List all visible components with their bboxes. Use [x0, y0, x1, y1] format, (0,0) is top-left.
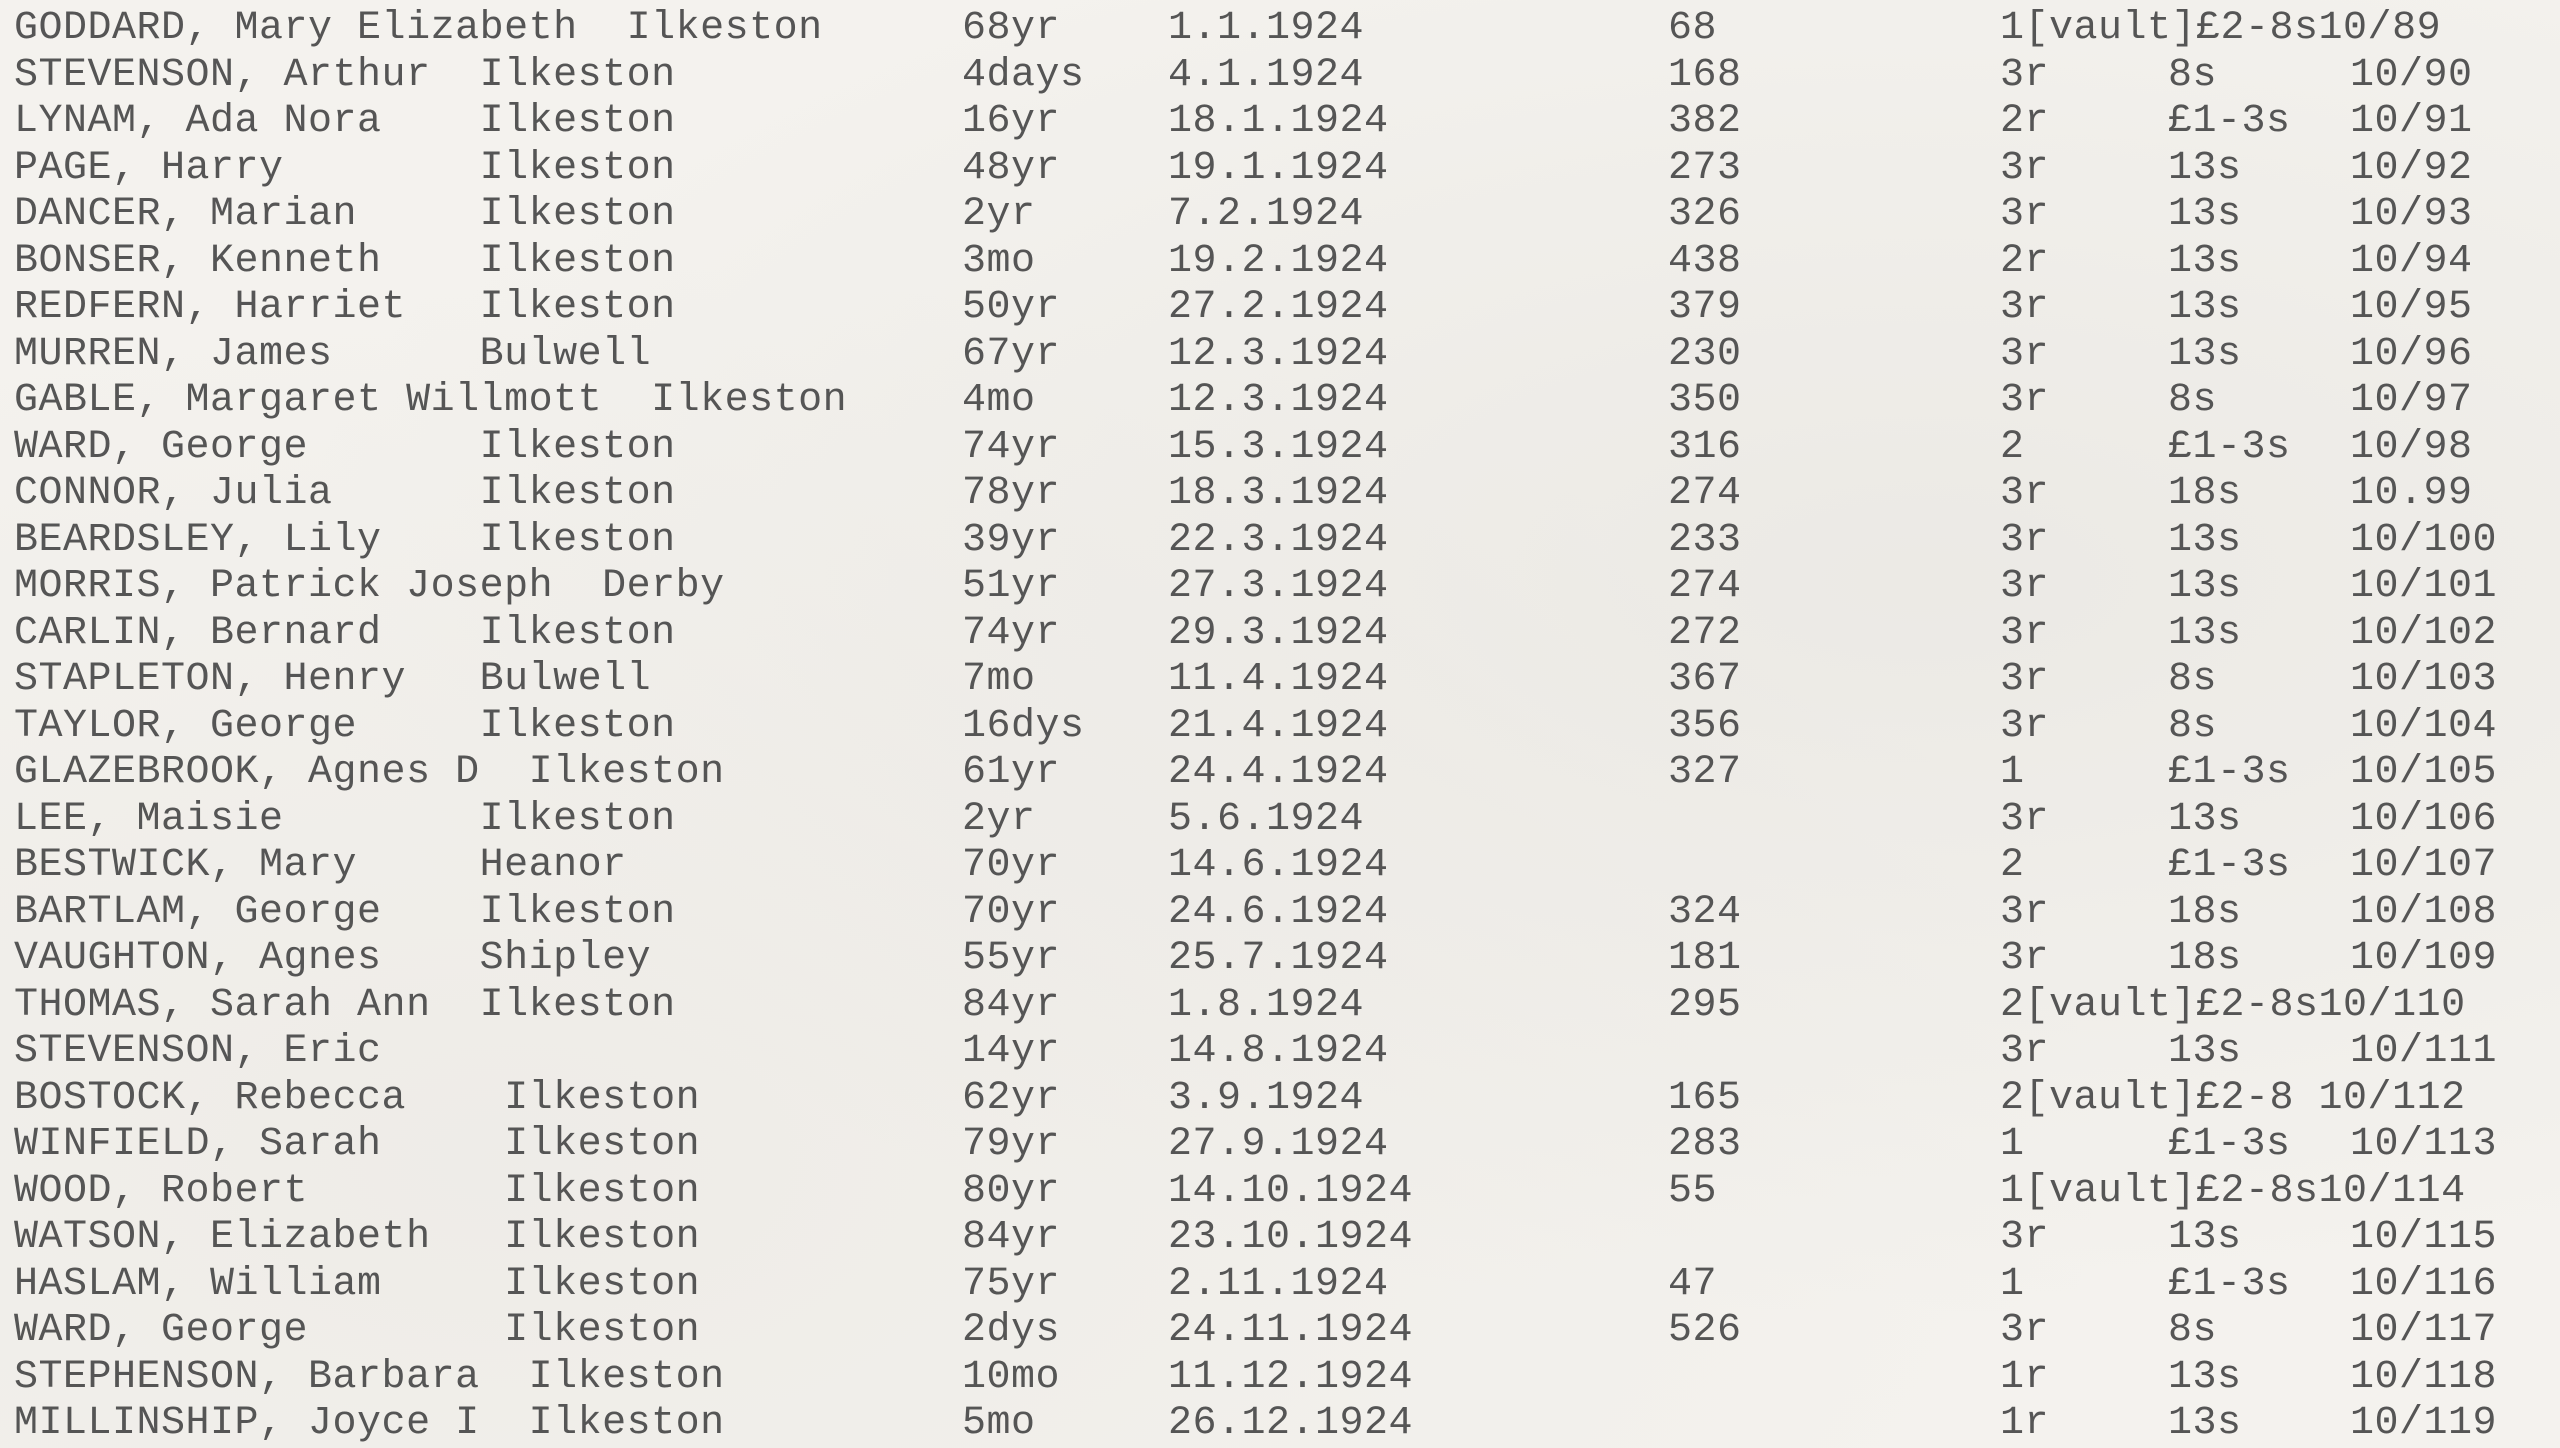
burial-date-cell: 21.4.1924: [1168, 703, 1389, 749]
fee-cell: 13s: [2168, 1029, 2242, 1074]
burial-date-cell: 12.3.1924: [1168, 331, 1389, 377]
reference-cell: 10/106: [2350, 796, 2498, 842]
reference-cell: 10/98: [2350, 424, 2473, 470]
reference-cell: 10/90: [2350, 52, 2473, 98]
grave-number-cell: 326: [1668, 192, 1742, 237]
register-row: [0, 425, 2560, 472]
burial-date-cell: 22.3.1924: [1168, 517, 1389, 563]
grave-number-cell: 382: [1668, 99, 1742, 144]
fee-cell: 8s: [2168, 378, 2218, 423]
fee-cell: 13s: [2168, 1401, 2242, 1446]
age-cell: 55yr: [962, 936, 1061, 981]
age-cell: 7mo: [962, 657, 1036, 702]
fee-cell: 8s: [2168, 657, 2218, 702]
grave-number-cell: 356: [1668, 703, 1742, 749]
reference-cell: 10.99: [2350, 471, 2473, 516]
register-row: [0, 843, 2560, 890]
class-cell: 3r: [2000, 52, 2050, 98]
reference-cell: 10/118: [2350, 1354, 2498, 1400]
fee-cell: £1-3s: [2168, 750, 2291, 795]
fee-cell: £1-3s: [2168, 1122, 2291, 1167]
register-row: [0, 1262, 2560, 1309]
fee-cell: 13s: [2168, 331, 2242, 377]
name-place-cell: GODDARD, Mary Elizabeth Ilkeston: [14, 6, 823, 51]
register-row: [0, 1355, 2560, 1402]
fee-cell: 13s: [2168, 610, 2242, 656]
name-place-cell: CONNOR, Julia Ilkeston: [14, 471, 676, 516]
name-place-cell: MILLINSHIP, Joyce I Ilkeston: [14, 1401, 725, 1446]
reference-cell: 10/100: [2350, 517, 2498, 563]
age-cell: 61yr: [962, 750, 1061, 795]
reference-cell: 10/116: [2350, 1261, 2498, 1307]
class-cell: 3r: [2000, 657, 2050, 702]
register-row: [0, 1076, 2560, 1123]
reference-cell: 10/91: [2350, 99, 2473, 144]
name-place-cell: BOSTOCK, Rebecca Ilkeston: [14, 1075, 701, 1121]
class-cell: 3r: [2000, 796, 2050, 842]
name-place-cell: HASLAM, William Ilkeston: [14, 1261, 701, 1307]
grave-number-cell: 274: [1668, 471, 1742, 516]
burial-date-cell: 5.6.1924: [1168, 796, 1365, 842]
age-cell: 67yr: [962, 331, 1061, 377]
grave-number-cell: 47: [1668, 1261, 1718, 1307]
register-row: [0, 285, 2560, 332]
class-cell: 3r: [2000, 1029, 2050, 1074]
name-place-cell: BEARDSLEY, Lily Ilkeston: [14, 517, 676, 563]
name-place-cell: GLAZEBROOK, Agnes D Ilkeston: [14, 750, 725, 795]
burial-date-cell: 14.8.1924: [1168, 1029, 1389, 1074]
age-cell: 4mo: [962, 378, 1036, 423]
register-row: [0, 378, 2560, 425]
name-place-cell: BONSER, Kenneth Ilkeston: [14, 238, 676, 284]
grave-number-cell: 55: [1668, 1168, 1718, 1214]
burial-date-cell: 1.1.1924: [1168, 6, 1365, 51]
grave-number-cell: 327: [1668, 750, 1742, 795]
vault-fee-ref-cell: 2[vault]£2-8 10/112: [2000, 1075, 2466, 1121]
fee-cell: 18s: [2168, 471, 2242, 516]
age-cell: 39yr: [962, 517, 1061, 563]
class-cell: 2: [2000, 424, 2025, 470]
grave-number-cell: 350: [1668, 378, 1742, 423]
grave-number-cell: 68: [1668, 6, 1718, 51]
name-place-cell: PAGE, Harry Ilkeston: [14, 145, 676, 191]
burial-date-cell: 11.12.1924: [1168, 1354, 1414, 1400]
class-cell: 1: [2000, 1122, 2025, 1167]
name-place-cell: LEE, Maisie Ilkeston: [14, 796, 676, 842]
reference-cell: 10/109: [2350, 936, 2498, 981]
burial-date-cell: 18.3.1924: [1168, 471, 1389, 516]
burial-date-cell: 24.4.1924: [1168, 750, 1389, 795]
register-row: [0, 611, 2560, 658]
fee-cell: 13s: [2168, 796, 2242, 842]
class-cell: 1r: [2000, 1354, 2050, 1400]
burial-date-cell: 29.3.1924: [1168, 610, 1389, 656]
age-cell: 84yr: [962, 1215, 1061, 1260]
burial-date-cell: 11.4.1924: [1168, 657, 1389, 702]
reference-cell: 10/107: [2350, 843, 2498, 888]
burial-date-cell: 27.3.1924: [1168, 564, 1389, 609]
age-cell: 68yr: [962, 6, 1061, 51]
reference-cell: 10/95: [2350, 285, 2473, 330]
burial-date-cell: 19.1.1924: [1168, 145, 1389, 191]
class-cell: 3r: [2000, 564, 2050, 609]
grave-number-cell: 272: [1668, 610, 1742, 656]
name-place-cell: GABLE, Margaret Willmott Ilkeston: [14, 378, 848, 423]
register-row: [0, 750, 2560, 797]
name-place-cell: MURREN, James Bulwell: [14, 331, 652, 377]
grave-number-cell: 379: [1668, 285, 1742, 330]
fee-cell: 8s: [2168, 52, 2218, 98]
age-cell: 51yr: [962, 564, 1061, 609]
register-row: [0, 99, 2560, 146]
reference-cell: 10/104: [2350, 703, 2498, 749]
fee-cell: 13s: [2168, 1354, 2242, 1400]
fee-cell: 13s: [2168, 145, 2242, 191]
burial-date-cell: 4.1.1924: [1168, 52, 1365, 98]
class-cell: 3r: [2000, 703, 2050, 749]
age-cell: 4days: [962, 52, 1085, 98]
grave-number-cell: 168: [1668, 52, 1742, 98]
burial-register-list: [0, 6, 2560, 1448]
burial-date-cell: 12.3.1924: [1168, 378, 1389, 423]
name-place-cell: STEVENSON, Arthur Ilkeston: [14, 52, 676, 98]
fee-cell: £1-3s: [2168, 1261, 2291, 1307]
burial-date-cell: 7.2.1924: [1168, 192, 1365, 237]
fee-cell: 18s: [2168, 889, 2242, 935]
register-row: [0, 936, 2560, 983]
fee-cell: 8s: [2168, 703, 2218, 749]
register-row: [0, 564, 2560, 611]
class-cell: 3r: [2000, 517, 2050, 563]
register-row: [0, 192, 2560, 239]
burial-date-cell: 14.6.1924: [1168, 843, 1389, 888]
grave-number-cell: 526: [1668, 1308, 1742, 1353]
class-cell: 3r: [2000, 471, 2050, 516]
register-row: [0, 1308, 2560, 1355]
class-cell: 3r: [2000, 285, 2050, 330]
name-place-cell: BARTLAM, George Ilkeston: [14, 889, 676, 935]
vault-fee-ref-cell: 1[vault]£2-8s10/114: [2000, 1168, 2466, 1214]
class-cell: 3r: [2000, 192, 2050, 237]
class-cell: 1r: [2000, 1401, 2050, 1446]
age-cell: 10mo: [962, 1354, 1061, 1400]
age-cell: 2yr: [962, 796, 1036, 842]
vault-fee-ref-cell: 1[vault]£2-8s10/89: [2000, 6, 2442, 51]
grave-number-cell: 324: [1668, 889, 1742, 935]
age-cell: 50yr: [962, 285, 1061, 330]
fee-cell: 13s: [2168, 285, 2242, 330]
burial-date-cell: 27.9.1924: [1168, 1122, 1389, 1167]
age-cell: 62yr: [962, 1075, 1061, 1121]
reference-cell: 10/94: [2350, 238, 2473, 284]
reference-cell: 10/105: [2350, 750, 2498, 795]
grave-number-cell: 230: [1668, 331, 1742, 377]
name-place-cell: WATSON, Elizabeth Ilkeston: [14, 1215, 701, 1260]
reference-cell: 10/92: [2350, 145, 2473, 191]
fee-cell: 13s: [2168, 238, 2242, 284]
grave-number-cell: 283: [1668, 1122, 1742, 1167]
register-row: [0, 146, 2560, 193]
register-row: [0, 704, 2560, 751]
burial-date-cell: 24.11.1924: [1168, 1308, 1414, 1353]
reference-cell: 10/111: [2350, 1029, 2498, 1074]
name-place-cell: MORRIS, Patrick Joseph Derby: [14, 564, 725, 609]
name-place-cell: WARD, George Ilkeston: [14, 1308, 701, 1353]
fee-cell: 8s: [2168, 1308, 2218, 1353]
burial-date-cell: 26.12.1924: [1168, 1401, 1414, 1446]
reference-cell: 10/103: [2350, 657, 2498, 702]
class-cell: 3r: [2000, 936, 2050, 981]
reference-cell: 10/102: [2350, 610, 2498, 656]
burial-date-cell: 3.9.1924: [1168, 1075, 1365, 1121]
name-place-cell: REDFERN, Harriet Ilkeston: [14, 285, 676, 330]
name-place-cell: TAYLOR, George Ilkeston: [14, 703, 676, 749]
class-cell: 3r: [2000, 1215, 2050, 1260]
grave-number-cell: 165: [1668, 1075, 1742, 1121]
fee-cell: £1-3s: [2168, 424, 2291, 470]
reference-cell: 10/113: [2350, 1122, 2498, 1167]
age-cell: 74yr: [962, 610, 1061, 656]
age-cell: 70yr: [962, 889, 1061, 935]
fee-cell: £1-3s: [2168, 99, 2291, 144]
reference-cell: 10/101: [2350, 564, 2498, 609]
name-place-cell: BESTWICK, Mary Heanor: [14, 843, 627, 888]
register-row: [0, 890, 2560, 937]
name-place-cell: STEVENSON, Eric: [14, 1029, 382, 1074]
class-cell: 3r: [2000, 1308, 2050, 1353]
register-row: [0, 1215, 2560, 1262]
name-place-cell: STAPLETON, Henry Bulwell: [14, 657, 652, 702]
age-cell: 16dys: [962, 703, 1085, 749]
class-cell: 2r: [2000, 99, 2050, 144]
age-cell: 14yr: [962, 1029, 1061, 1074]
reference-cell: 10/117: [2350, 1308, 2498, 1353]
burial-date-cell: 18.1.1924: [1168, 99, 1389, 144]
reference-cell: 10/97: [2350, 378, 2473, 423]
class-cell: 2: [2000, 843, 2025, 888]
name-place-cell: THOMAS, Sarah Ann Ilkeston: [14, 982, 676, 1028]
age-cell: 78yr: [962, 471, 1061, 516]
name-place-cell: WINFIELD, Sarah Ilkeston: [14, 1122, 701, 1167]
register-row: [0, 471, 2560, 518]
age-cell: 3mo: [962, 238, 1036, 284]
register-row: [0, 1029, 2560, 1076]
burial-date-cell: 2.11.1924: [1168, 1261, 1389, 1307]
class-cell: 3r: [2000, 889, 2050, 935]
name-place-cell: WOOD, Robert Ilkeston: [14, 1168, 701, 1214]
age-cell: 5mo: [962, 1401, 1036, 1446]
class-cell: 1: [2000, 1261, 2025, 1307]
age-cell: 74yr: [962, 424, 1061, 470]
age-cell: 48yr: [962, 145, 1061, 191]
name-place-cell: DANCER, Marian Ilkeston: [14, 192, 676, 237]
burial-date-cell: 19.2.1924: [1168, 238, 1389, 284]
grave-number-cell: 295: [1668, 982, 1742, 1028]
reference-cell: 10/108: [2350, 889, 2498, 935]
name-place-cell: STEPHENSON, Barbara Ilkeston: [14, 1354, 725, 1400]
burial-date-cell: 1.8.1924: [1168, 982, 1365, 1028]
reference-cell: 10/119: [2350, 1401, 2498, 1446]
register-row: [0, 239, 2560, 286]
register-row: [0, 53, 2560, 100]
age-cell: 75yr: [962, 1261, 1061, 1307]
fee-cell: 13s: [2168, 192, 2242, 237]
register-row: [0, 983, 2560, 1030]
burial-date-cell: 15.3.1924: [1168, 424, 1389, 470]
fee-cell: 13s: [2168, 564, 2242, 609]
age-cell: 84yr: [962, 982, 1061, 1028]
class-cell: 2r: [2000, 238, 2050, 284]
age-cell: 2yr: [962, 192, 1036, 237]
grave-number-cell: 274: [1668, 564, 1742, 609]
fee-cell: 13s: [2168, 517, 2242, 563]
name-place-cell: LYNAM, Ada Nora Ilkeston: [14, 99, 676, 144]
grave-number-cell: 233: [1668, 517, 1742, 563]
burial-date-cell: 14.10.1924: [1168, 1168, 1414, 1214]
class-cell: 3r: [2000, 145, 2050, 191]
class-cell: 3r: [2000, 331, 2050, 377]
burial-date-cell: 24.6.1924: [1168, 889, 1389, 935]
register-row: [0, 1169, 2560, 1216]
class-cell: 1: [2000, 750, 2025, 795]
burial-date-cell: 23.10.1924: [1168, 1215, 1414, 1260]
register-row: [0, 657, 2560, 704]
reference-cell: 10/115: [2350, 1215, 2498, 1260]
register-row: [0, 1401, 2560, 1448]
age-cell: 70yr: [962, 843, 1061, 888]
grave-number-cell: 181: [1668, 936, 1742, 981]
burial-date-cell: 25.7.1924: [1168, 936, 1389, 981]
age-cell: 80yr: [962, 1168, 1061, 1214]
fee-cell: 13s: [2168, 1215, 2242, 1260]
register-row: [0, 797, 2560, 844]
name-place-cell: VAUGHTON, Agnes Shipley: [14, 936, 652, 981]
grave-number-cell: 438: [1668, 238, 1742, 284]
reference-cell: 10/96: [2350, 331, 2473, 377]
register-row: [0, 6, 2560, 53]
name-place-cell: WARD, George Ilkeston: [14, 424, 676, 470]
fee-cell: 18s: [2168, 936, 2242, 981]
class-cell: 3r: [2000, 378, 2050, 423]
name-place-cell: CARLIN, Bernard Ilkeston: [14, 610, 676, 656]
age-cell: 2dys: [962, 1308, 1061, 1353]
reference-cell: 10/93: [2350, 192, 2473, 237]
class-cell: 3r: [2000, 610, 2050, 656]
register-row: [0, 518, 2560, 565]
age-cell: 79yr: [962, 1122, 1061, 1167]
fee-cell: £1-3s: [2168, 843, 2291, 888]
grave-number-cell: 273: [1668, 145, 1742, 191]
grave-number-cell: 316: [1668, 424, 1742, 470]
age-cell: 16yr: [962, 99, 1061, 144]
register-row: [0, 1122, 2560, 1169]
grave-number-cell: 367: [1668, 657, 1742, 702]
burial-date-cell: 27.2.1924: [1168, 285, 1389, 330]
vault-fee-ref-cell: 2[vault]£2-8s10/110: [2000, 982, 2466, 1028]
register-row: [0, 332, 2560, 379]
